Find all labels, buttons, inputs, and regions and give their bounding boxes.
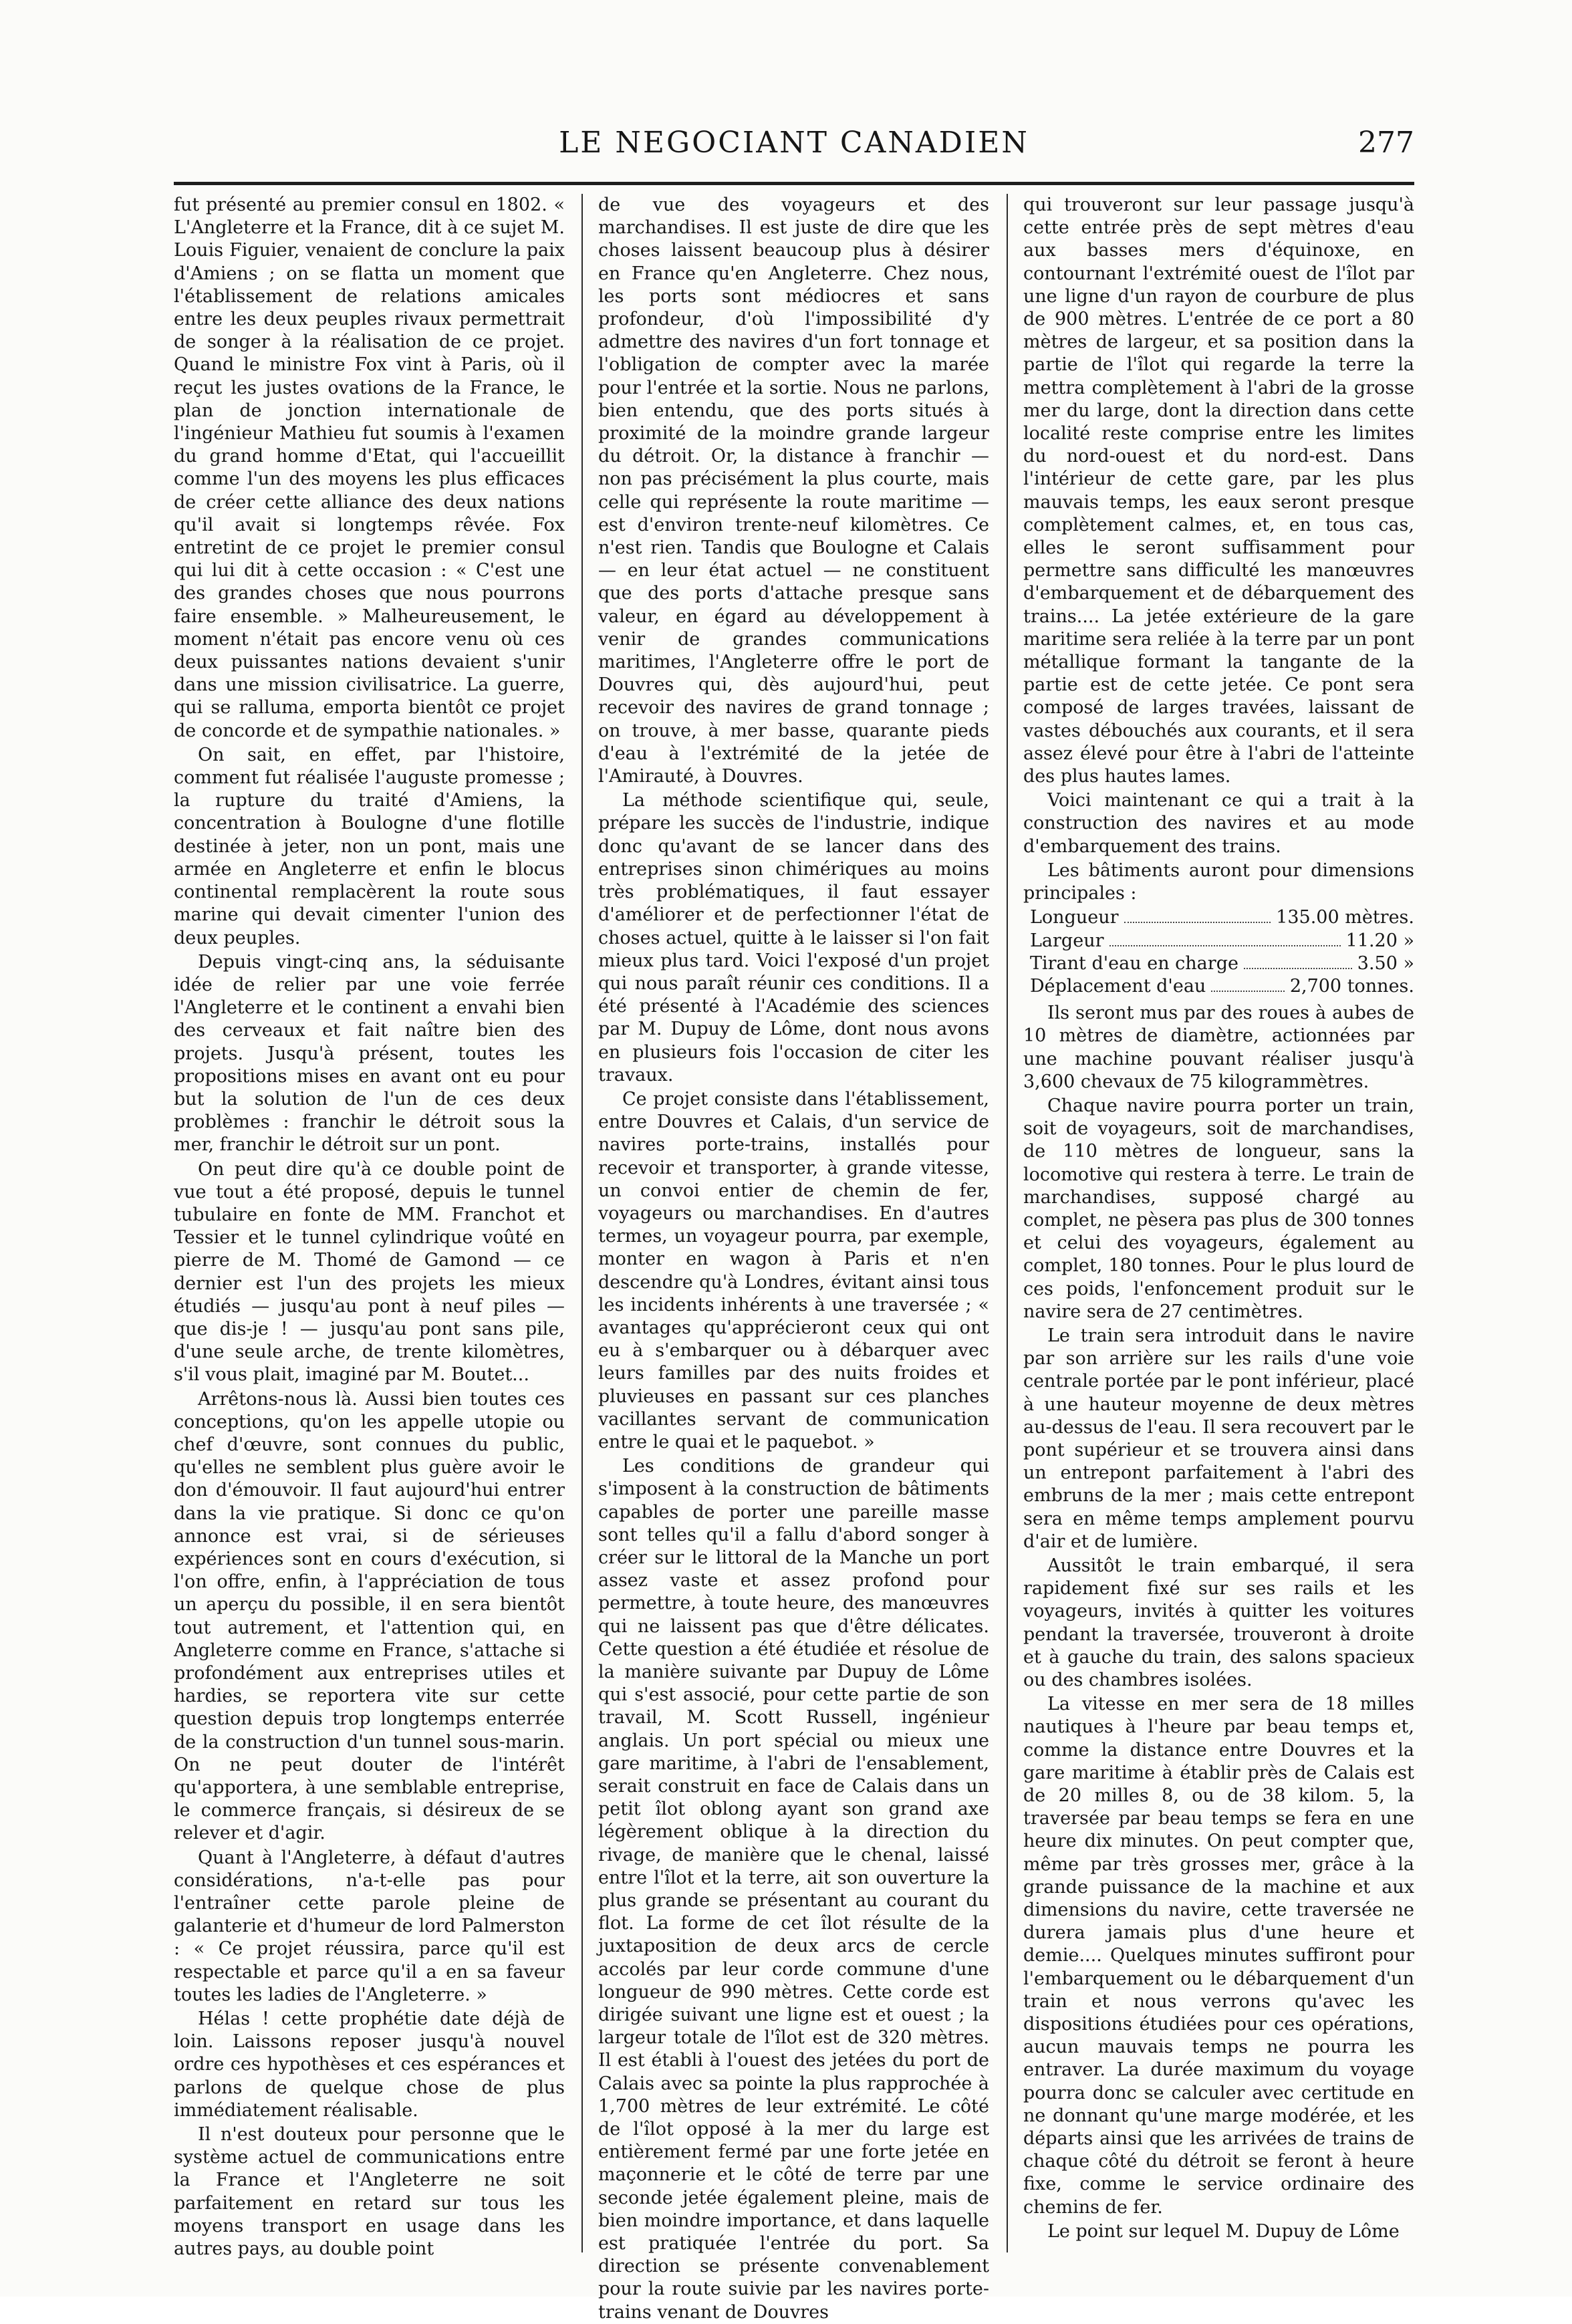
- paragraph: Les conditions de grandeur qui s'imposent à la construction de bâtiments capables de porter une pareille masse sont telles qu'il a fallu d'abord songer à créer sur le littoral de la Manche un port assez vaste et assez profond pour permettre, à toute heure, des manœuvres qui ne laissent pas que d'être délicates. Cette question a été étudiée et résolue de la manière suivante par Dupuy de Lôme qui s'est associé, pour cette partie de son travail, M. Scott Russell, ingénieur anglais. Un port spécial ou mieux une gare maritime, à l'abri de l'ensablement, serait construit en face de Calais dans un petit îlot oblong ayant son grand axe légèrement oblique à la direction du rivage, de manière que le chenal, laissé entre l'îlot et la terre, ait son ouverture la plus grande se présentant au courant du flot. La forme de cet îlot résulte de la juxtaposition de deux arcs de cercle accolés par leur corde commune d'une longueur de 990 mètres. Cette corde est dirigée suivant une ligne est et ouest ; la largeur totale de l'îlot est de 320 mètres. Il est établi à l'ouest des jetées du port de Calais avec sa pointe la plus rapprochée à 1,700 mètres de leur extrémité. Le côté de l'îlot opposé à la mer du large est entièrement fermé par une forte jetée en maçonnerie et le côté de terre par une seconde jetée également pleine, mais de bien moindre importance, et dans laquelle est pratiquée l'entrée du port. Sa direction se présente convenablement pour la route suivie par les navires porte-trains venant de Douvres: [598, 1456, 989, 2323]
- column-3: [1023, 194, 1414, 2252]
- dimension-label: Longueur: [1030, 907, 1119, 928]
- paragraph: Aussitôt le train embarqué, il sera rapidement fixé sur ses rails et les voyageurs, invités à quitter les voitures pendant la traversée, trouveront à droite et à gauche du train, des salons spacieux ou des chambres isolées.: [1023, 1555, 1414, 1690]
- dimension-value: 135.00 mètres.: [1276, 907, 1414, 928]
- leader-dots: [1244, 968, 1352, 969]
- leader-dots: [1211, 991, 1284, 992]
- column-rule: [581, 194, 583, 2252]
- paragraph: Ils seront mus par des roues à aubes de 10 mètres de diamètre, actionnées par une machine pouvant réaliser jusqu'à 3,600 chevaux de 75 kilogrammètres.: [1023, 1003, 1414, 1092]
- dimension-label: Largeur: [1030, 930, 1104, 951]
- dimension-row: [1030, 906, 1414, 929]
- paragraph: Quant à l'Angleterre, à défaut d'autres considérations, n'a-t-elle pas pour l'entraîner cette parole pleine de galanterie et d'humeur de lord Palmerston : « Ce projet réussira, parce qu'il est respectable et parce qu'il a en sa faveur toutes les ladies de l'Angleterre. »: [174, 1847, 565, 2005]
- dimension-row: [1030, 975, 1414, 998]
- column-rule: [1007, 194, 1008, 2252]
- leader-dots: [1109, 945, 1341, 946]
- header-rule: [174, 182, 1414, 185]
- paragraph: Depuis vingt-cinq ans, la séduisante idée de relier par une voie ferrée l'Angleterre et le continent a envahi bien des cerveaux et fait naître bien des projets. Jusqu'à présent, toutes les propositions mises en avant ont eu pour but la solution de l'un de ces deux problèmes : franchir le détroit sous la mer, franchir le détroit sur un pont.: [174, 951, 565, 1156]
- paragraph: Les bâtiments auront pour dimensions principales :: [1023, 860, 1414, 904]
- column-1: [174, 194, 565, 2260]
- article-columns: [174, 194, 1414, 2323]
- dimension-label: Tirant d'eau en charge: [1030, 952, 1238, 974]
- leader-dots: [1124, 922, 1271, 923]
- dimension-value: 2,700 tonnes.: [1289, 975, 1414, 997]
- dimensions-table: [1030, 906, 1414, 998]
- dimension-label: Déplacement d'eau: [1030, 975, 1206, 997]
- dimension-row: [1030, 952, 1414, 975]
- page-number: 277: [1358, 126, 1414, 160]
- paragraph: La vitesse en mer sera de 18 milles nautiques à l'heure par beau temps et, comme la distance entre Douvres et la gare maritime à établir près de Calais est de 20 milles 8, ou de 38 kilom. 5, la traversée par beau temps se fera en une heure dix minutes. On peut compter que, même par très grosses mer, grâce à la grande puissance de la machine et aux dimensions du navire, cette traversée ne durera jamais plus d'une heure et demie.... Quelques minutes suffiront pour l'embarquement ou le débarquement d'un train et nous verrons qu'avec les dispositions étudiées pour ces opérations, aucun mauvais temps ne pourra les entraver. La durée maximum du voyage pourra donc se calculer avec certitude en ne donnant qu'une marge modérée, et les départs ainsi que les arrivées de trains de chaque côté du détroit se feront à heure fixe, comme le service ordinaire des chemins de fer.: [1023, 1694, 1414, 2218]
- paragraph: fut présenté au premier consul en 1802. « L'Angleterre et la France, dit à ce sujet M. Louis Figuier, venaient de conclure la paix d'Amiens ; on se flatta un moment que l'établissement de relations amicales entre les deux peuples rivaux permettrait de songer à la réalisation de ce projet. Quand le ministre Fox vint à Paris, où il reçut les justes ovations de la France, le plan de jonction internationale de l'ingénieur Mathieu fut soumis à l'examen du grand homme d'Etat, qui l'accueillit comme l'un des moyens les plus efficaces de créer cette alliance des deux nations qu'il avait si longtemps rêvée. Fox entretint de ce projet le premier consul qui lui dit à cette occasion : « C'est une des grandes choses que nous pourrons faire ensemble. » Malheureusement, le moment n'était pas encore venu où ces deux puissantes nations devaient s'unir dans une mission civilisatrice. La guerre, qui se ralluma, emporta bientôt ce projet de concorde et de sympathie nationales. »: [174, 195, 565, 741]
- column-2: [598, 194, 989, 2323]
- masthead-title: LE NEGOCIANT CANADIEN: [559, 126, 1029, 160]
- paragraph: Le train sera introduit dans le navire par son arrière sur les rails d'une voie centrale portée par le pont inférieur, placé à une hauteur moyenne de deux mètres au-dessus de l'eau. Il sera recouvert par le pont supérieur et se trouvera ainsi dans un entrepont parfaitement à l'abri des embruns de la mer ; mais cette entrepont sera en même temps amplement pourvu d'air et de lumière.: [1023, 1325, 1414, 1552]
- dimension-row: [1030, 930, 1414, 952]
- paragraph: Ce projet consiste dans l'établissement, entre Douvres et Calais, d'un service de navires porte-trains, installés pour recevoir et transporter, à grande vitesse, un convoi entier de chemin de fer, voyageurs ou marchandises. En d'autres termes, un voyageur pourra, par exemple, monter en wagon à Paris et n'en descendre qu'à Londres, évitant ainsi tous les incidents inhérents à une traversée ; « avantages qu'apprécieront ceux qui ont eu à s'embarquer ou à débarquer avec leurs familles par des nuits froides et pluvieuses en passant sur ces planches vacillantes servant de communication entre le quai et le paquebot. »: [598, 1088, 989, 1452]
- paragraph: Le point sur lequel M. Dupuy de Lôme: [1047, 2220, 1400, 2242]
- paragraph: Hélas ! cette prophétie date déjà de loin. Laissons reposer jusqu'à nouvel ordre ces hypothèses et ces espérances et parlons de quelque chose de plus immédiatement réalisable.: [174, 2009, 565, 2121]
- paragraph: qui trouveront sur leur passage jusqu'à cette entrée près de sept mètres d'eau aux basses mers d'équinoxe, en contournant l'extrémité ouest de l'îlot par une ligne d'un rayon de courbure de plus de 900 mètres. L'entrée de ce port a 80 mètres de largeur, et sa position dans la partie de l'îlot qui regarde la terre la mettra complètement à l'abri de la grosse mer du large, dont la direction dans cette localité reste comprise entre les limites du nord-ouest et du nord-est. Dans l'intérieur de cette gare, par les plus mauvais temps, les eaux seront presque complètement calmes, et, en tous cas, elles le seront suffisamment pour permettre sans difficulté les manœuvres d'embarquement et de débarquement des trains.... La jetée extérieure de la gare maritime sera reliée à la terre par un pont métallique formant la tangante de la partie est de cette jetée. Ce pont sera composé de larges travées, laissant de vastes débouchés aux courants, et il sera assez élevé pour être à l'abri de l'atteinte des plus hautes lames.: [1023, 195, 1414, 787]
- dimension-value: 3.50 »: [1357, 952, 1414, 974]
- paragraph: de vue des voyageurs et des marchandises. Il est juste de dire que les choses laissent beaucoup plus à désirer en France qu'en Angleterre. Chez nous, les ports sont médiocres et sans profondeur, d'où l'impossibilité d'y admettre des navires d'un fort tonnage et l'obligation de compter avec la marée pour l'entrée et la sortie. Nous ne parlons, bien entendu, que des ports situés à proximité de la moindre grande largeur du détroit. Or, la distance à franchir — non pas précisément la plus courte, mais celle qui représente la route maritime — est d'environ trente-neuf kilomètres. Ce n'est rien. Tandis que Boulogne et Calais — en leur état actuel — ne constituent que des ports d'attache presque sans valeur, en égard au développement à venir de grandes communications maritimes, l'Angleterre offre le port de Douvres qui, dès aujourd'hui, peut recevoir des navires de grand tonnage ; on trouve, à mer basse, quarante pieds d'eau à l'extrémité de la jetée de l'Amirauté, à Douvres.: [598, 195, 989, 787]
- paragraph: On peut dire qu'à ce double point de vue tout a été proposé, depuis le tunnel tubulaire en fonte de MM. Franchot et Tessier et le tunnel cylindrique voûté en pierre de M. Thomé de Gamond — ce dernier est l'un des projets les mieux étudiés — jusqu'au pont à neuf piles — que dis-je ! — jusqu'au pont sans pile, d'une seule arche, de trente kilomètres, s'il vous plait, imaginé par M. Boutet...: [174, 1158, 565, 1386]
- paragraph: Il n'est douteux pour personne que le système actuel de communications entre la France et l'Angleterre ne soit parfaitement en retard sur tous les moyens transport en usage dans les autres pays, au double point: [174, 2124, 565, 2260]
- dimension-value: 11.20 »: [1345, 930, 1414, 951]
- page-header: [174, 122, 1414, 168]
- paragraph: Chaque navire pourra porter un train, soit de voyageurs, soit de marchandises, de 110 mètres de longueur, sans la locomotive qui restera à terre. Le train de marchandises, supposé chargé au complet, ne pèsera pas plus de 300 tonnes et celui des voyageurs, également au complet, 180 tonnes. Pour le plus lourd de ces poids, l'enfoncement produit sur le navire sera de 27 centimètres.: [1023, 1095, 1414, 1322]
- paragraph: Voici maintenant ce qui a trait à la construction des navires et au mode d'embarquement des trains.: [1023, 790, 1414, 857]
- paragraph: On sait, en effet, par l'histoire, comment fut réalisée l'auguste promesse ; la rupture du traité d'Amiens, la concentration à Boulogne d'une flotille destinée à jeter, non un pont, mais une armée en Angleterre et enfin le blocus continental remplacèrent la route sous marine qui devait cimenter l'union des deux peuples.: [174, 744, 565, 948]
- paragraph: La méthode scientifique qui, seule, prépare les succès de l'industrie, indique donc qu'avant de se lancer dans des entreprises sinon chimériques au moins très problématiques, il faut essayer d'améliorer et de perfectionner l'état de choses actuel, quitte à le laisser si l'on fait mieux plus tard. Voici l'exposé d'un projet qui nous paraît réunir ces conditions. Il a été présenté à l'Académie des sciences par M. Dupuy de Lôme, dont nous avons en plusieurs fois l'occasion de citer les travaux.: [598, 790, 989, 1085]
- paragraph: Arrêtons-nous là. Aussi bien toutes ces conceptions, qu'on les appelle utopie ou chef d'œuvre, sont connues du public, qu'elles ne semblent plus guère avoir le don d'émouvoir. Il faut aujourd'hui entrer dans la vie pratique. Si donc ce qu'on annonce est vrai, si de sérieuses expériences sont en cours d'exécution, si l'on offre, enfin, à l'appréciation de tous un aperçu du possible, il en sera bientôt tout autrement, et l'attention qui, en Angleterre comme en France, s'attache si profondément aux entreprises utiles et hardies, se reportera vite sur cette question depuis trop longtemps enterrée de la construction d'un tunnel sous-marin. On ne peut douter de l'intérêt qu'apportera, à une semblable entreprise, le commerce français, si désireux de se relever et d'agir.: [174, 1388, 565, 1844]
